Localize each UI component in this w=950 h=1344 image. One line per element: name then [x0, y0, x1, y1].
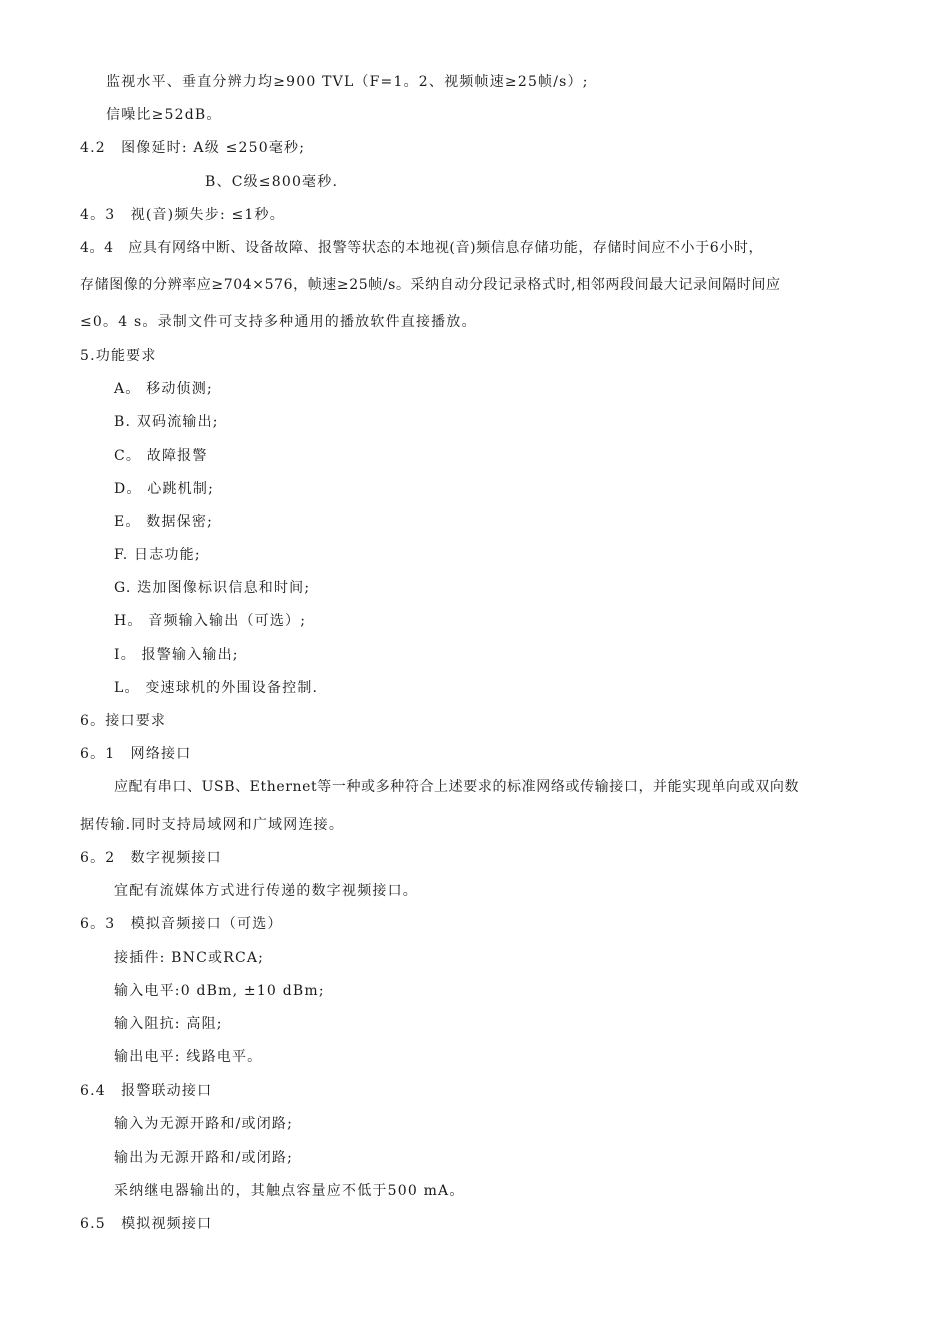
section-heading: 4。3 视(音)频失步: ≤1秒。 — [80, 207, 285, 223]
section-heading: 6。3 模拟音频接口（可选） — [80, 916, 283, 932]
paragraph-line: 监视水平、垂直分辨力均≥900 TVL（F=1。2、视频帧速≥25帧/s）; — [106, 74, 589, 90]
section-heading: 6.5 模拟视频接口 — [80, 1216, 213, 1232]
paragraph-line: 4。4 应具有网络中断、设备故障、报警等状态的本地视(音)频信息存储功能，存储时间应不小于6小时， — [80, 240, 764, 256]
list-item: F. 日志功能; — [114, 547, 201, 563]
list-item: B. 双码流输出; — [114, 414, 219, 430]
section-heading: 6。2 数字视频接口 — [80, 850, 222, 866]
list-item: E。 数据保密; — [114, 514, 213, 530]
paragraph-line: 据传输.同时支持局域网和广域网连接。 — [80, 817, 345, 833]
list-item: H。 音频输入输出（可选）; — [114, 613, 307, 629]
paragraph-line: 存储图像的分辨率应≥704×576，帧速≥25帧/s。采纳自动分段记录格式时,相邻两段间最大记录间隔时间应 — [80, 277, 781, 293]
section-heading: 4.2 图像延时: A级 ≤250毫秒; — [80, 140, 306, 156]
paragraph-line: 宜配有流媒体方式进行传递的数字视频接口。 — [114, 883, 418, 899]
section-heading: 6。接口要求 — [80, 713, 167, 729]
section-heading: 6.4 报警联动接口 — [80, 1083, 213, 1099]
paragraph-line: 接插件: BNC或RCA; — [114, 950, 265, 966]
list-item: D。 心跳机制; — [114, 481, 214, 497]
paragraph-line: 输出电平: 线路电平。 — [114, 1049, 263, 1065]
list-item: I。 报警输入输出; — [114, 647, 239, 663]
paragraph-line: 采纳继电器输出的，其触点容量应不低于500 mA。 — [114, 1183, 465, 1199]
paragraph-line: 输出为无源开路和/或闭路; — [114, 1150, 294, 1166]
list-item: C。 故障报警 — [114, 448, 208, 464]
paragraph-line: 信噪比≥52dB。 — [106, 107, 222, 123]
list-item: L。 变速球机的外围设备控制. — [114, 680, 319, 696]
paragraph-line: 输入电平:0 dBm, ±10 dBm; — [114, 983, 325, 999]
paragraph-line: B、C级≤800毫秒. — [205, 174, 339, 190]
section-heading: 6。1 网络接口 — [80, 746, 192, 762]
list-item: A。 移动侦测; — [114, 381, 213, 397]
paragraph-line: 输入阻抗: 高阻; — [114, 1016, 223, 1032]
list-item: G. 迭加图像标识信息和时间; — [114, 580, 311, 596]
paragraph-line: ≤0。4 s。录制文件可支持多种通用的播放软件直接播放。 — [80, 314, 477, 330]
paragraph-line: 应配有串口、USB、Ethernet等一种或多种符合上述要求的标准网络或传输接口，并能实现单向或双向数 — [114, 779, 800, 795]
paragraph-line: 输入为无源开路和/或闭路; — [114, 1116, 294, 1132]
section-heading: 5.功能要求 — [80, 348, 157, 364]
